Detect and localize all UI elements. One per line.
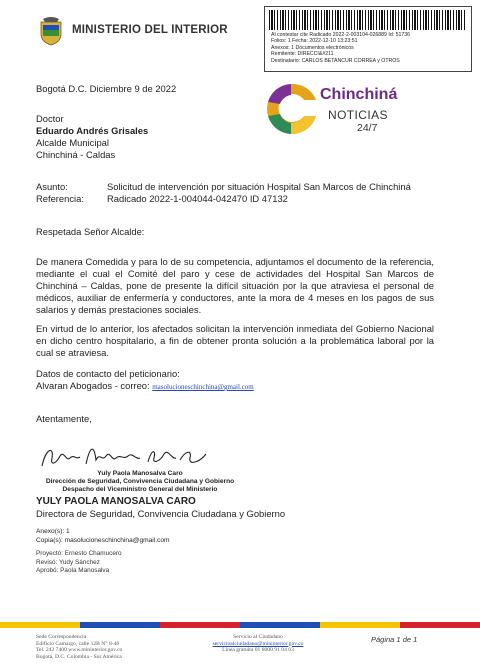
reference-label: Referencia:	[36, 193, 84, 204]
filing-stamp	[264, 6, 472, 72]
signer-name: YULY PAOLA MANOSALVA CARO	[36, 496, 196, 507]
ministry-name: MINISTERIO DEL INTERIOR	[72, 24, 228, 36]
stripe-yellow	[0, 622, 80, 628]
paragraph-1: De manera Comedida y para lo de su competencia, adjuntamos el documento de la referencia, mediante el cual el Comité del paro y cese de actividades del Hospital San Marcos de Chinchiná – Caldas, pone de presente la difícil situación por la que atraviesa el personal de médicos, auxiliar de enfermería y conductores, ante la mora de 4 meses en los pagos de sus salarios y demás prestaciones sociales.	[36, 256, 434, 315]
footer-color-bar	[0, 622, 480, 628]
barcode	[269, 10, 467, 30]
logo-name: Chinchiná	[320, 86, 398, 103]
chinchina-noticias-logo-icon	[262, 80, 320, 138]
closing: Atentamente,	[36, 413, 92, 424]
service-email-link[interactable]: servicioalciudadano@mininterior.gov.co	[212, 640, 304, 647]
stripe-blue-2	[240, 622, 320, 628]
stripe-yellow-2	[320, 622, 400, 628]
signer-title: Directora de Seguridad, Convivencia Ciudadana y Gobierno	[36, 508, 286, 519]
handwritten-signature	[40, 440, 220, 474]
contact-line: Alvaran Abogados - correo: masolucioneschinchina@gmail.com	[36, 380, 254, 391]
paragraph-2: En virtud de lo anterior, los afectados solicitan la intervención inmediata del Gobierno Nacional en dicho centro hospitalario, a fin de obtener pronta solución a la problemática laboral por la cual se atraviesa.	[36, 323, 434, 358]
stripe-red-2	[400, 622, 480, 628]
stamp-text: Al contestar cite Radicado 2022-2-003104-026889 Id: 51736 Folios: 1 Fecha: 2022-12-10 13:23:51 Anexos: 1 Documentos electrónicos Remitente: DIRECCI&#211 Destinatario: CARLOS BETANCUR CORREA y OTROS	[271, 32, 411, 64]
annex-block: Anexo(s): 1 Copia(s): masolucioneschinchina@gmail.com	[36, 528, 170, 544]
signature-caption: Yuly Paola Manosalva Caro Dirección de Seguridad, Convivencia Ciudadana y Gobierno Despacho del Viceministro General del Ministerio	[45, 470, 235, 493]
logo-sub: NOTICIAS	[328, 108, 388, 122]
place-date: Bogotá D.C. Diciembre 9 de 2022	[36, 83, 177, 94]
greeting: Respetada Señor Alcalde:	[36, 226, 145, 237]
reference-text: Radicado 2022-1-004044-042470 ID 47132	[107, 193, 288, 204]
recipient-block: Doctor Eduardo Andrés Grisales Alcalde Municipal Chinchiná - Caldas	[36, 113, 149, 160]
footer-service: Servicio al Ciudadano servicioalciudadano@mininterior.gov.co Línea gratuita 01 8000 91 04 03	[203, 634, 313, 654]
stripe-red	[160, 622, 240, 628]
logo-tag: 24/7	[357, 122, 378, 134]
subject-label: Asunto:	[36, 181, 68, 192]
stripe-blue	[80, 622, 160, 628]
contact-heading: Datos de contacto del peticionario:	[36, 368, 180, 379]
page-number: Página 1 de 1	[371, 635, 418, 644]
footer-address: Sede Correspondencia Edificio Camargo, calle 12B N° 8-46 Tel. 242 7400 www.mininterior.gov.co Bogotá, D.C. Colombia - Sur América	[36, 634, 123, 660]
approval-block: Proyectó: Ernesto Chamucero Revisó: Yudy Sánchez Aprobó: Paola Manosalva	[36, 550, 122, 575]
contact-email-link[interactable]: masolucioneschinchina@gmail.com	[152, 383, 254, 391]
coat-of-arms-icon	[37, 16, 65, 46]
subject-text: Solicitud de intervención por situación Hospital San Marcos de Chinchiná	[107, 181, 411, 192]
